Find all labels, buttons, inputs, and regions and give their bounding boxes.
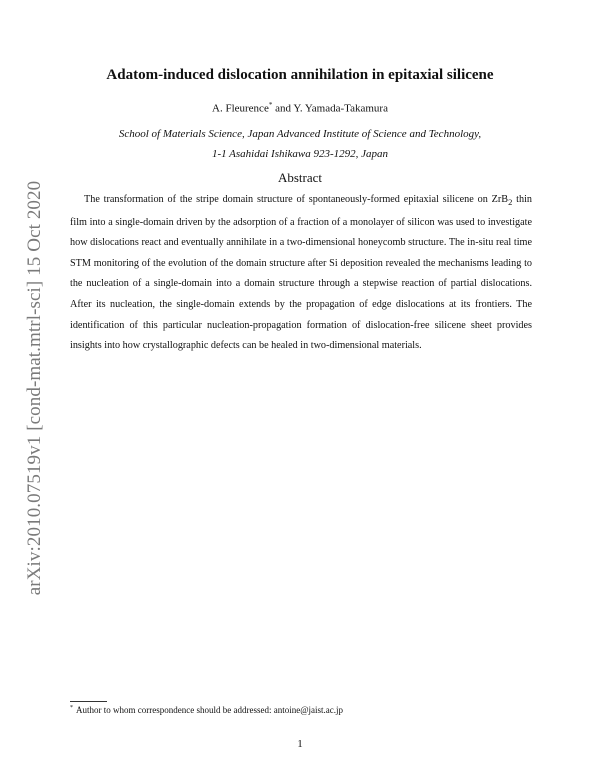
footnote-divider bbox=[70, 701, 107, 702]
author-list bbox=[60, 101, 540, 115]
abstract-text bbox=[70, 190, 532, 357]
abstract-text-rest: thin film into a single-domain driven by the adsorption of a fraction of a monolayer of silicon was used to investigate how dislocations react and eventually annihilate in a two-dimensional honeycomb structure. The in-situ real time STM monitoring of the evolution of the domain structure after Si deposition revealed the mechanisms leading to the nucleation of a single-domain into a domain structure through a stepwise reaction of partial dislocations. After its nucleation, the single-domain extends by the propagation of edge dislocations at its frontiers. The identification of this particular nucleation-propagation formation of dislocation-free silicene sheet provides insights into how crystallographic defects can be healed in two-dimensional materials. bbox=[70, 194, 533, 352]
author-conjunction: and bbox=[275, 102, 291, 115]
affiliation-line: School of Materials Science, Japan Advanced Institute of Science and Technology, bbox=[118, 128, 482, 140]
paper-title: Adatom-induced dislocation annihilation in epitaxial silicene bbox=[106, 67, 494, 83]
author-affiliation bbox=[60, 124, 540, 164]
chemical-subscript: 2 bbox=[508, 197, 513, 208]
abstract-text-start: The transformation of the stripe domain structure of spontaneously-formed epitaxial silicene on ZrB bbox=[84, 194, 509, 205]
corresponding-author-marker: * bbox=[268, 101, 273, 109]
affiliation-line: 1-1 Asahidai Ishikawa 923-1292, Japan bbox=[211, 148, 389, 160]
footnote-text: Author to whom correspondence should be addressed: antoine@jaist.ac.jp bbox=[76, 705, 343, 715]
arxiv-identifier-stamp: arXiv:2010.07519v1 [cond-mat.mtrl-sci] 15 Oct 2020 bbox=[24, 180, 45, 596]
footnote-marker: * bbox=[70, 705, 73, 711]
abstract-heading: Abstract bbox=[277, 170, 323, 185]
author-name: Y. Yamada-Takamura bbox=[293, 102, 388, 115]
footnote bbox=[70, 705, 343, 715]
author-name: A. Fleurence bbox=[212, 102, 269, 115]
page-number: 1 bbox=[297, 738, 303, 750]
